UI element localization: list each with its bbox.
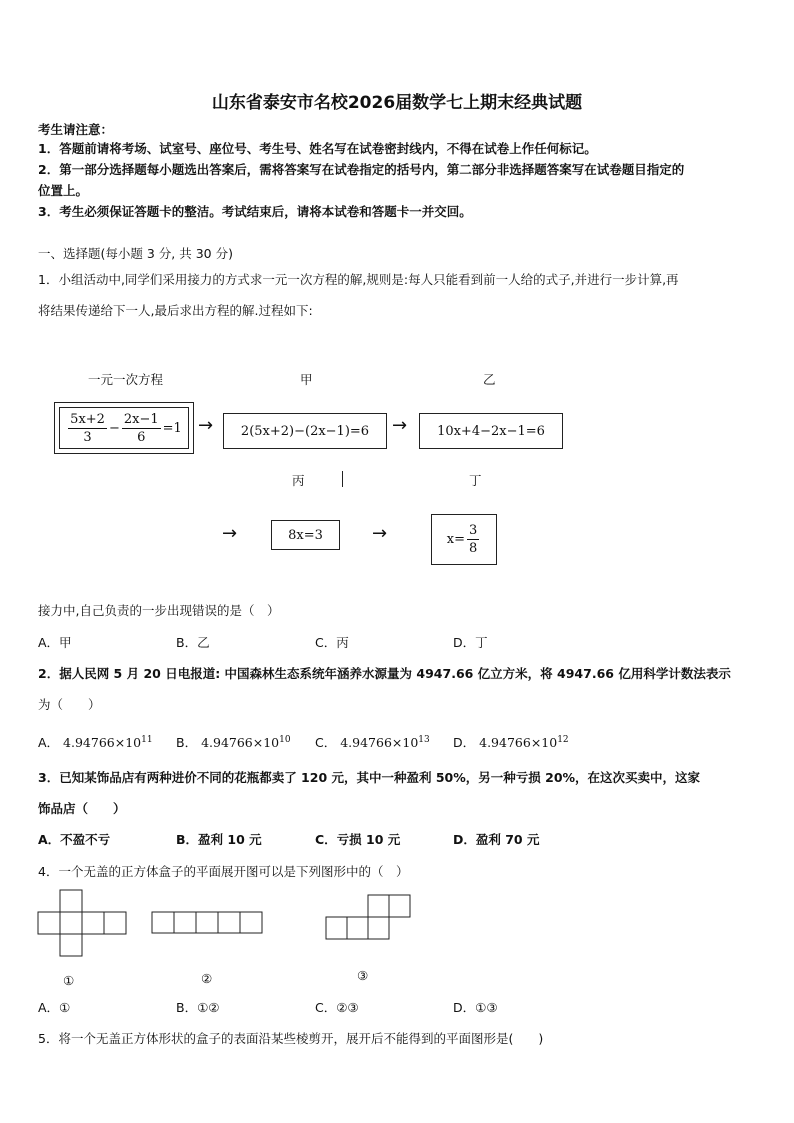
notice-item-2: 2．第一部分选择题每小题选出答案后，需将答案写在试卷指定的括号内，第二部分非选择题答案写在试卷题目指定的 (38, 162, 685, 177)
q5-text-1: 5．将一个无盖正方体形状的盒子的表面沿某些棱剪开，展开后不能得到的平面图形是( ) (38, 1031, 544, 1046)
q2-option-c[interactable] (315, 733, 430, 751)
figure-label-3: ③ (357, 968, 369, 983)
q2-d-exp: 12 (557, 734, 569, 745)
net1-square (38, 912, 60, 934)
q3-option-b[interactable]: B．盈利 10 元 (176, 832, 262, 847)
net3-square (326, 917, 347, 939)
notice-item-1: 1．答题前请将考场、试室号、座位号、考生号、姓名写在试卷密封线内，不得在试卷上作任何标记。 (38, 141, 597, 156)
arrow-1: → (198, 415, 214, 436)
label-yi: 乙 (483, 372, 496, 387)
arrow-2: → (392, 415, 408, 436)
q4-option-d[interactable]: D．①③ (453, 1000, 498, 1015)
eq5-den: 8 (468, 541, 478, 556)
q2-option-a[interactable] (38, 733, 153, 751)
cube-net-figures (30, 885, 430, 965)
eq5-lhs: x= (446, 532, 465, 547)
q2-d-base: 4.94766×10 (479, 735, 558, 750)
net2-square (240, 912, 262, 933)
net3-square (347, 917, 368, 939)
net-figure-2 (152, 912, 262, 933)
eq-yi: 10x+4−2x−1=6 (437, 423, 545, 439)
figure-label-2: ② (201, 971, 213, 986)
eq-box-jia (223, 413, 387, 449)
q2-a-exp: 11 (141, 734, 153, 745)
q1-option-b[interactable]: B．乙 (176, 635, 210, 650)
label-bing: 丙 (292, 473, 305, 488)
q3-option-a[interactable]: A．不盈不亏 (38, 832, 111, 847)
q1-text-1: 1．小组活动中,同学们采用接力的方式求一元一次方程的解,规则是:每人只能看到前一人给的式子,并进行一步计算,再 (38, 272, 679, 287)
page-title: 山东省泰安市名校2026届数学七上期末经典试题 (211, 93, 583, 113)
eq-box-original-inner (59, 407, 189, 449)
notice-heading: 考生请注意： (38, 122, 114, 137)
q1-option-a[interactable]: A．甲 (38, 635, 72, 650)
net2-square (196, 912, 218, 933)
cursor-mark (342, 471, 343, 487)
q2-c-exp: 13 (418, 734, 430, 745)
label-ding: 丁 (469, 473, 482, 488)
eq-bing: 8x=3 (288, 527, 323, 543)
eq1-num2: 2x−1 (123, 411, 159, 427)
net1-square (60, 912, 82, 934)
q3-text-2: 饰品店（ ） (38, 801, 126, 816)
q4-text-1: 4．一个无盖的正方体盒子的平面展开图可以是下列图形中的（ ） (38, 864, 409, 879)
net2-square (174, 912, 196, 933)
q1-option-c[interactable]: C．丙 (315, 635, 349, 650)
eq1-num1: 5x+2 (70, 411, 105, 427)
net3-square (368, 895, 389, 917)
figure-label-1: ① (63, 973, 75, 988)
arrow-4: → (372, 523, 388, 544)
q3-option-d[interactable]: D．盈利 70 元 (453, 832, 540, 847)
q2-c-label: C． (315, 735, 337, 750)
q4-option-c[interactable]: C．②③ (315, 1000, 359, 1015)
q2-c-base: 4.94766×10 (340, 735, 419, 750)
q2-d-label: D． (453, 735, 476, 750)
q2-text-2: 为（ ） (38, 697, 101, 712)
net2-square (152, 912, 174, 933)
q2-a-label: A． (38, 735, 60, 750)
notice-item-3: 3．考生必须保证答题卡的整洁。考试结束后，请将本试卷和答题卡一并交回。 (38, 204, 472, 219)
net1-square (60, 934, 82, 956)
net1-square (82, 912, 104, 934)
eq-box-bing (271, 520, 340, 550)
q3-text-1: 3．已知某饰品店有两种进价不同的花瓶都卖了 120 元，其中一种盈利 50%，另一种亏损 20%，在这次买卖中，这家 (38, 770, 701, 785)
eq-ding (432, 515, 496, 564)
net2-square (218, 912, 240, 933)
q4-option-b[interactable]: B．①② (176, 1000, 220, 1015)
notice-item-2-cont: 位置上。 (38, 183, 89, 198)
eq-original (60, 408, 188, 448)
arrow-3: → (222, 523, 238, 544)
eq1-den2: 6 (137, 429, 146, 445)
q2-option-d[interactable] (453, 733, 569, 751)
net1-square (60, 890, 82, 912)
q2-b-exp: 10 (279, 734, 291, 745)
q2-b-label: B． (176, 735, 198, 750)
label-equation: 一元一次方程 (88, 372, 164, 387)
net-figure-3 (326, 895, 410, 939)
label-jia: 甲 (300, 372, 313, 387)
q1-text-2: 将结果传递给下一人,最后求出方程的解.过程如下: (38, 303, 313, 318)
section-heading: 一、选择题(每小题 3 分, 共 30 分) (38, 246, 233, 261)
q1-question: 接力中,自己负责的一步出现错误的是（ ） (38, 603, 280, 618)
eq1-minus: − (108, 420, 120, 436)
net3-square (389, 895, 410, 917)
net1-square (104, 912, 126, 934)
q2-text-1: 2．据人民网 5 月 20 日电报道: 中国森林生态系统年涵养水源量为 4947.66 亿立方米，将 4947.66 亿用科学计数法表示 (38, 666, 731, 681)
q3-option-c[interactable]: C．亏损 10 元 (315, 832, 401, 847)
eq-jia: 2(5x+2)−(2x−1)=6 (240, 423, 370, 439)
eq-box-original (54, 402, 194, 454)
q2-b-base: 4.94766×10 (201, 735, 280, 750)
eq1-den1: 3 (83, 429, 92, 445)
q2-a-base: 4.94766×10 (63, 735, 142, 750)
eq1-rhs: =1 (162, 420, 182, 436)
net3-square (368, 917, 389, 939)
q4-option-a[interactable]: A．① (38, 1000, 71, 1015)
q2-option-b[interactable] (176, 733, 291, 751)
eq-box-ding (431, 514, 497, 565)
eq-box-yi (419, 413, 563, 449)
net-figure-1 (38, 890, 126, 956)
q1-option-d[interactable]: D．丁 (453, 635, 488, 650)
eq5-num: 3 (468, 523, 478, 538)
